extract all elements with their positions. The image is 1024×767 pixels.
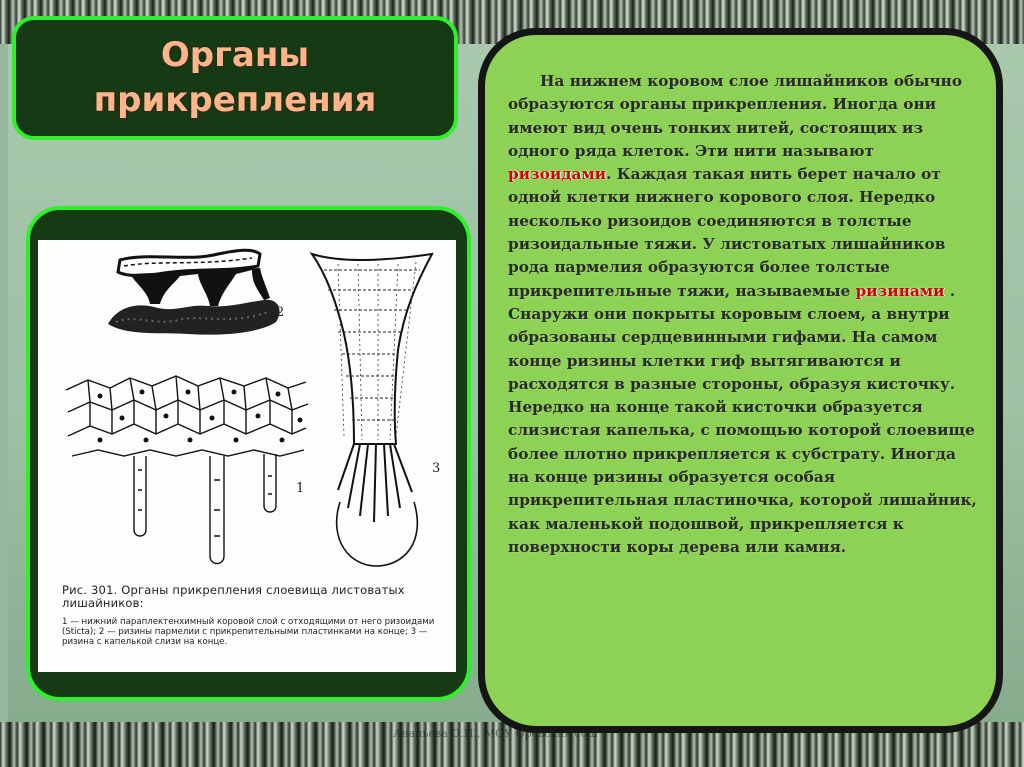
label-3: 3 <box>432 461 441 476</box>
figure-illustration <box>38 240 456 672</box>
slide-title <box>94 33 377 123</box>
left-edge-strip <box>0 44 8 722</box>
figure-caption-title: Рис. 301. Органы прикрепления слоевища листоватых лишайников: <box>62 583 405 610</box>
label-1: 1 <box>296 481 305 496</box>
title-line-1: Органы <box>160 35 310 75</box>
text-part-3: . Снаружи они покрыты коровым слоем, а внутри образованы сердцевинными гифами. На самом конце ризины клетки гиф вытягиваются и расходятся в разные стороны, образуя кисточку. Нередко на конце такой кисточки образуется слизистая капелька, с помощью которой слоевище более плотно прикрепляется к субстрату. Иногда на конце ризины образуется особая прикрепительная пластиночка, которой лишайник, как маленькой подошвой, прикрепляется к поверхности коры дерева или камня. <box>508 281 977 556</box>
label-2: 2 <box>276 305 285 320</box>
figure-caption-description: 1 — нижний параплектенхимный коровой слой с отходящими от него ризоидами (Sticta); 2 — ризины пармелии с прикрепительными пластинками на конце; 3 — ризина с капелькой слизи на конце. <box>62 617 435 647</box>
text-part-2: . Каждая такая нить берет начало от одной клетки нижнего корового слоя. Нередко несколько ризоидов соединяются в толстые ризоидальные тяжи. У листоватых лишайников рода пармелия образуются более толстые прикрепительные тяжи, называемые <box>508 165 946 300</box>
drawing-2-rhizines <box>108 250 280 334</box>
title-box <box>12 16 458 140</box>
highlight-rhizoids: ризоидами <box>508 165 607 184</box>
footer-author: Ананьева О.П., МОУ Оревская сош <box>393 727 598 740</box>
drawing-1-rhizoids <box>66 376 308 564</box>
drawing-3-rhizine <box>312 254 432 566</box>
title-line-2: прикрепления <box>93 80 377 120</box>
body-text <box>508 70 980 559</box>
highlight-rhizines: ризинами <box>855 281 945 300</box>
text-part-1: На нижнем коровом слое лишайников обычно образуются органы прикрепления. Иногда они имеют вид очень тонких нитей, состоящих из одного ряда клеток. Эти нити называют <box>508 72 963 160</box>
